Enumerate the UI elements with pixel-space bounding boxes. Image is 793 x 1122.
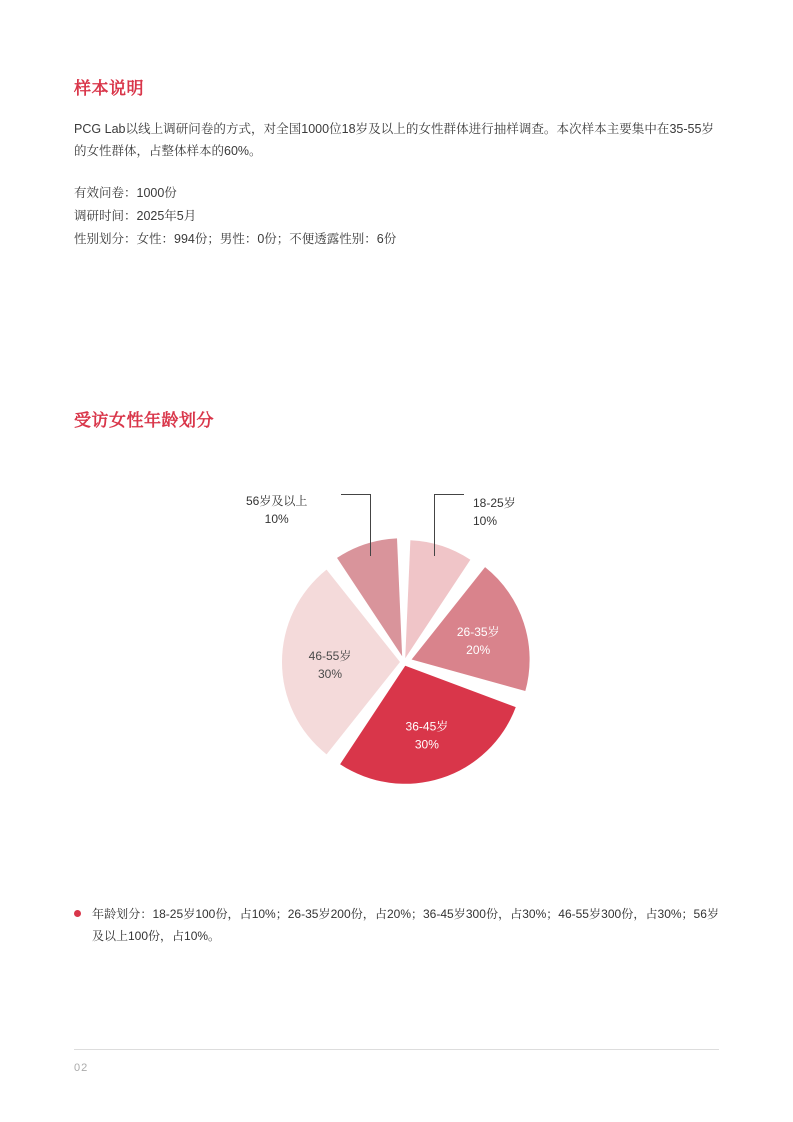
leader-line-18-25 <box>434 494 435 556</box>
pie-label-46-55-name: 46-55岁 <box>308 649 352 663</box>
sample-description-paragraph: PCG Lab以线上调研问卷的方式，对全国1000位18岁及以上的女性群体进行抽样调查。本次样本主要集中在35-55岁的女性群体，占整体样本的60%。 <box>74 122 714 158</box>
pie-outer-label-56-plus-name: 56岁及以上 <box>246 494 308 508</box>
pie-label-26-35-name: 26-35岁 <box>456 624 500 639</box>
leader-line-56-plus <box>370 494 371 556</box>
leader-line-18-25-horizontal <box>434 494 464 495</box>
pie-outer-label-18-25 <box>473 494 516 530</box>
fact-valid-questionnaires: 有效问卷：1000份 <box>74 186 177 200</box>
footer-divider <box>74 1049 719 1050</box>
age-section-title: 受访女性年龄划分 <box>74 411 214 430</box>
age-footnote <box>74 903 719 947</box>
pie-label-26-35-value: 20% <box>466 642 491 657</box>
pie-outer-label-18-25-value: 10% <box>473 514 498 528</box>
leader-line-56-plus-horizontal <box>341 494 371 495</box>
pie-outer-label-56-plus <box>246 492 307 528</box>
pie-outer-label-18-25-name: 18-25岁 <box>473 496 516 510</box>
pie-label-36-45-name: 36-45岁 <box>405 719 449 734</box>
pie-label-36-45-value: 30% <box>414 737 439 752</box>
pie-label-46-55-value: 30% <box>317 667 343 681</box>
fact-survey-time: 调研时间：2025年5月 <box>74 209 197 223</box>
page-number: 02 <box>74 1062 89 1074</box>
sample-facts-list <box>74 182 396 251</box>
age-pie-chart <box>74 452 719 872</box>
bullet-icon <box>74 910 81 917</box>
pie-outer-label-56-plus-value: 10% <box>264 512 289 526</box>
sample-section-title: 样本说明 <box>74 79 144 98</box>
fact-gender-split: 性别划分：女性：994份；男性：0份；不便透露性别：6份 <box>74 232 397 246</box>
age-footnote-text: 年龄划分：18-25岁100份，占10%；26-35岁200份，占20%；36-45岁300份，占30%；46-55岁300份，占30%；56岁及以上100份，占10%。 <box>92 907 719 943</box>
